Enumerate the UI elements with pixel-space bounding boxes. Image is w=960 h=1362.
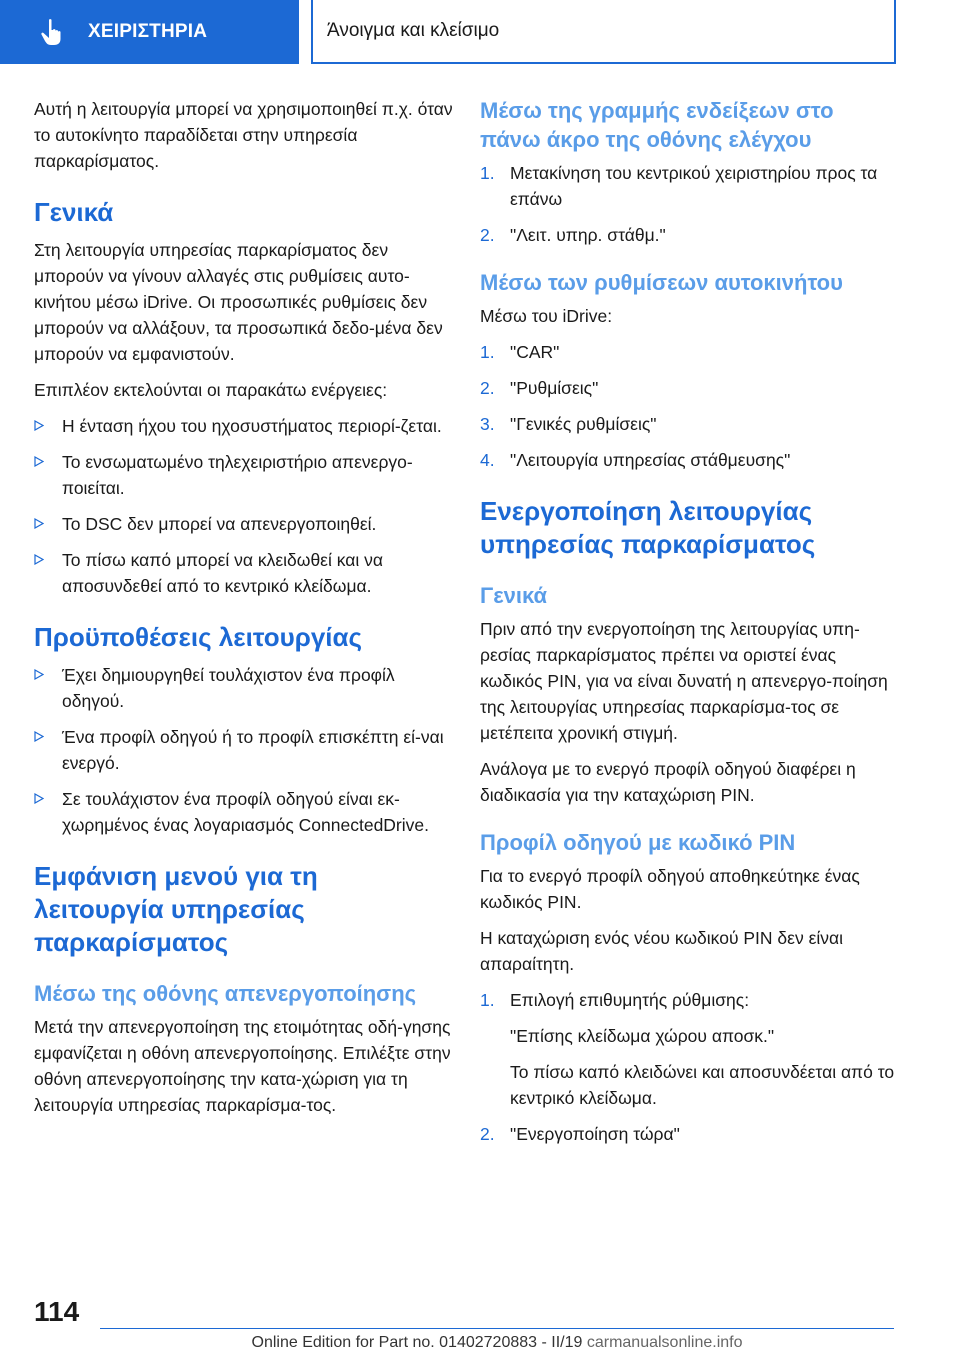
activation-paragraph-2: Ανάλογα με το ενεργό προφίλ οδηγού διαφέρει η διαδικασία για την καταχώριση PIN. bbox=[480, 759, 856, 805]
list-item bbox=[34, 449, 454, 501]
vehicle-settings-intro: Μέσω του iDrive: bbox=[480, 306, 613, 326]
activation-paragraph-1: Πριν από την ενεργοποίηση της λειτουργίας υπη‐ρεσίας παρκαρίσματος πρέπει να οριστεί ένας κωδικός PIN, για να είναι δυνατή η απενεργο‐ποίηση της λειτουργίας υπηρεσίας παρκαρίσμα‐τος σε μετέπειτα χρονική στιγμή. bbox=[480, 619, 888, 743]
list-item bbox=[480, 411, 900, 437]
bullet-text: Σε τουλάχιστον ένα προφίλ οδηγού είναι εκ‐χωρημένος ένας λογαριασμός ConnectedDrive. bbox=[62, 789, 429, 835]
activation-heading: Ενεργοποίηση λειτουργίας υπηρεσίας παρκαρίσματος bbox=[480, 496, 816, 559]
step-number: 4. bbox=[480, 450, 495, 470]
list-item bbox=[480, 447, 900, 473]
step-number: 1. bbox=[480, 163, 495, 183]
vehicle-settings-heading: Μέσω των ρυθμίσεων αυτοκινήτου bbox=[480, 270, 843, 295]
list-item bbox=[480, 222, 900, 248]
prerequisites-bullet-list bbox=[34, 662, 454, 838]
step-text: "Λειτουργία υπηρεσίας στάθμευσης" bbox=[510, 450, 791, 470]
watermark-text: carmanualsonline.info bbox=[586, 1334, 743, 1351]
pin-paragraph-1: Για το ενεργό προφίλ οδηγού αποθηκεύτηκε ένας κωδικός PIN. bbox=[480, 866, 860, 912]
header-tab bbox=[0, 0, 299, 64]
triangle-bullet-icon bbox=[34, 420, 44, 431]
list-item bbox=[480, 987, 900, 1111]
step-number: 2. bbox=[480, 1124, 495, 1144]
general-bullet-list bbox=[34, 413, 454, 599]
triangle-bullet-icon bbox=[34, 554, 44, 565]
edition-text: Online Edition for Part no. 01402720883 - II/19 bbox=[251, 1334, 583, 1351]
right-column bbox=[480, 96, 900, 1157]
left-column bbox=[34, 96, 454, 1128]
step-text: "Λειτ. υπηρ. στάθμ." bbox=[510, 225, 666, 245]
bullet-text: Ένα προφίλ οδηγού ή το προφίλ επισκέπτη εί‐ναι ενεργό. bbox=[62, 727, 444, 773]
list-item bbox=[480, 375, 900, 401]
footer-edition bbox=[100, 1334, 894, 1352]
footer-divider bbox=[100, 1328, 894, 1329]
list-item bbox=[34, 662, 454, 714]
deactivation-screen-paragraph: Μετά την απενεργοποίηση της ετοιμότητας οδή‐γησης εμφανίζεται η οθόνη απενεργοποίησης. Επιλέξτε στην οθόνη απενεργοποίησης την κατα‐χώριση για τη λειτουργία υπηρεσίας παρκαρίσμα‐τος. bbox=[34, 1017, 451, 1115]
triangle-bullet-icon bbox=[34, 669, 44, 680]
list-item bbox=[34, 724, 454, 776]
step-number: 2. bbox=[480, 225, 495, 245]
bullet-text: Έχει δημιουργηθεί τουλάχιστον ένα προφίλ οδηγού. bbox=[62, 665, 395, 711]
list-item bbox=[34, 547, 454, 599]
pin-steps bbox=[480, 987, 900, 1147]
list-item bbox=[34, 786, 454, 838]
step-sub-description: Το πίσω καπό κλειδώνει και αποσυνδέεται από το κεντρικό κλείδωμα. bbox=[510, 1062, 895, 1108]
prerequisites-heading: Προϋποθέσεις λειτουργίας bbox=[34, 622, 363, 652]
vehicle-settings-steps bbox=[480, 339, 900, 473]
general-paragraph-1: Στη λειτουργία υπηρεσίας παρκαρίσματος δεν μπορούν να γίνουν αλλαγές στις ρυθμίσεις αυτο‐κινήτου μέσω iDrive. Οι προσωπικές ρυθμίσεις δεν μπορούν να αλλάξουν, τα προσωπικά δεδο‐μένα δεν μπορούν να εμφανιστούν. bbox=[34, 240, 443, 364]
bullet-text: Το ενσωματωμένο τηλεχειριστήριο απενεργο‐ποιείται. bbox=[62, 452, 413, 498]
intro-paragraph: Αυτή η λειτουργία μπορεί να χρησιμοποιηθεί π.χ. όταν το αυτοκίνητο παραδίδεται στην υπηρεσία παρκαρίσματος. bbox=[34, 99, 453, 171]
list-item bbox=[480, 1121, 900, 1147]
list-item bbox=[480, 339, 900, 365]
deactivation-screen-heading: Μέσω της οθόνης απενεργοποίησης bbox=[34, 981, 417, 1006]
step-text: "Γενικές ρυθμίσεις" bbox=[510, 414, 657, 434]
menu-heading: Εμφάνιση μενού για τη λειτουργία υπηρεσίας παρκαρίσματος bbox=[34, 861, 318, 957]
statusbar-steps bbox=[480, 160, 900, 248]
step-text: Μετακίνηση του κεντρικού χειριστηρίου προς τα επάνω bbox=[510, 163, 878, 209]
bullet-text: Η ένταση ήχου του ηχοσυστήματος περιορί‐ζεται. bbox=[62, 416, 442, 436]
pin-paragraph-2: Η καταχώριση ενός νέου κωδικού PIN δεν είναι απαραίτητη. bbox=[480, 928, 844, 974]
header-tab-label: ΧΕΙΡΙΣΤΗΡΙΑ bbox=[88, 21, 208, 42]
step-sub-option: "Επίσης κλείδωμα χώρου αποσκ." bbox=[510, 1026, 775, 1046]
bullet-text: Το πίσω καπό μπορεί να κλειδωθεί και να αποσυνδεθεί από το κεντρικό κλείδωμα. bbox=[62, 550, 383, 596]
step-text: Επιλογή επιθυμητής ρύθμισης: bbox=[510, 990, 750, 1010]
step-text: "CAR" bbox=[510, 342, 560, 362]
step-number: 2. bbox=[480, 378, 495, 398]
bullet-text: Το DSC δεν μπορεί να απενεργοποιηθεί. bbox=[62, 514, 377, 534]
activation-general-heading: Γενικά bbox=[480, 583, 548, 608]
statusbar-heading: Μέσω της γραμμής ενδείξεων στο πάνω άκρο της οθόνης ελέγχου bbox=[480, 98, 834, 152]
page-number: 114 bbox=[34, 1296, 80, 1327]
triangle-bullet-icon bbox=[34, 793, 44, 804]
step-number: 1. bbox=[480, 990, 495, 1010]
list-item bbox=[34, 413, 454, 439]
step-text: "Ρυθμίσεις" bbox=[510, 378, 599, 398]
section-title: Άνοιγμα και κλείσιμο bbox=[311, 0, 896, 64]
step-number: 3. bbox=[480, 414, 495, 434]
pin-profile-heading: Προφίλ οδηγού με κωδικό PIN bbox=[480, 830, 796, 855]
list-item bbox=[34, 511, 454, 537]
general-heading: Γενικά bbox=[34, 197, 114, 227]
step-number: 1. bbox=[480, 342, 495, 362]
triangle-bullet-icon bbox=[34, 456, 44, 467]
triangle-bullet-icon bbox=[34, 731, 44, 742]
list-item bbox=[480, 160, 900, 212]
pointing-hand-icon bbox=[40, 18, 66, 46]
step-text: "Ενεργοποίηση τώρα" bbox=[510, 1124, 680, 1144]
general-paragraph-2: Επιπλέον εκτελούνται οι παρακάτω ενέργειες: bbox=[34, 380, 388, 400]
triangle-bullet-icon bbox=[34, 518, 44, 529]
